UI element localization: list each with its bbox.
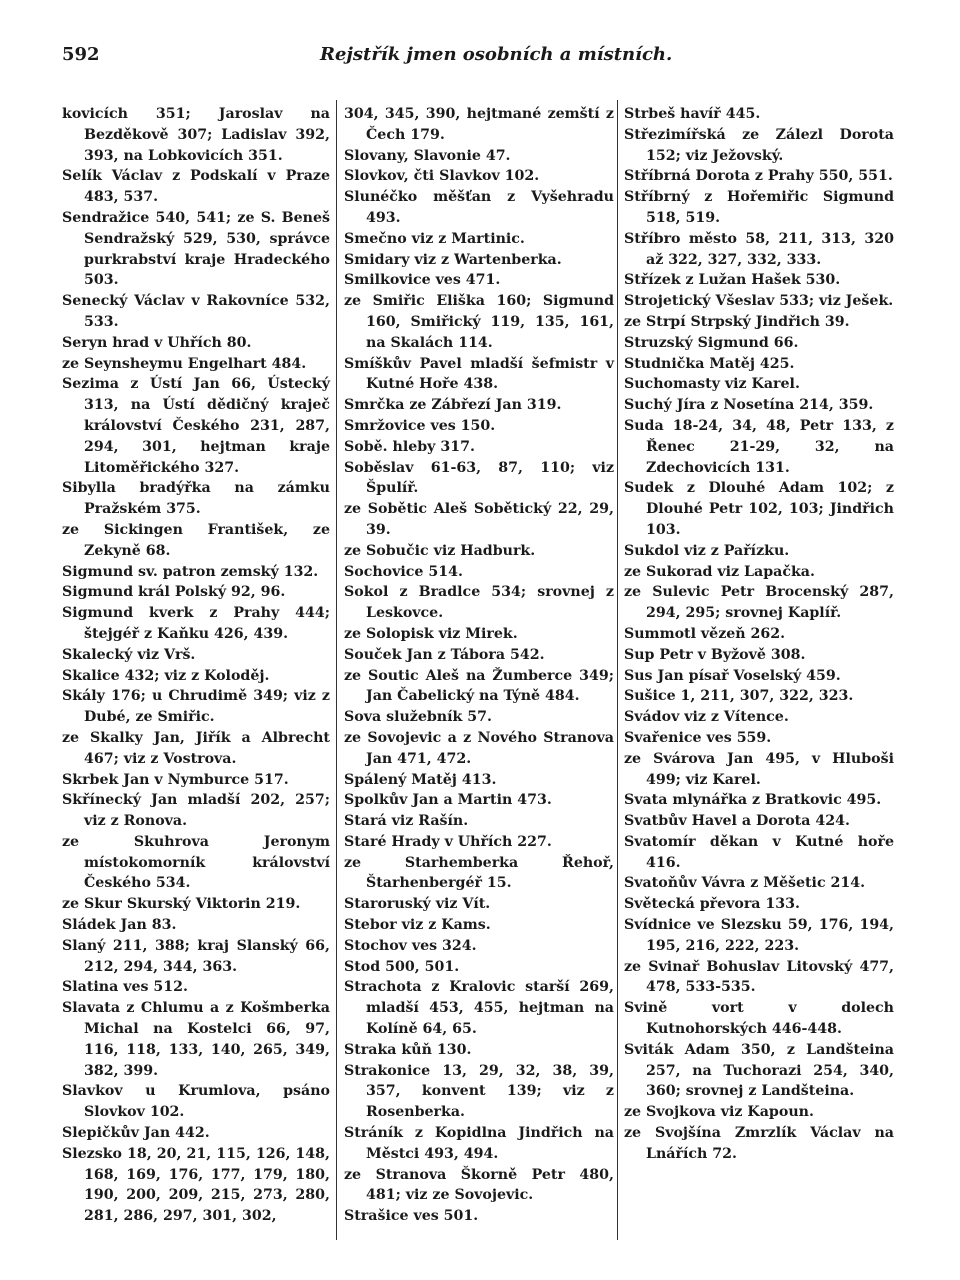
index-entry: Sobě. hleby 317. [344, 438, 475, 455]
index-entry: Smilkovice ves 471. [344, 272, 501, 289]
index-entry: Sigmund sv. patron zemský 132. [62, 563, 319, 580]
index-entry: Summotl vězeň 262. [624, 625, 786, 642]
index-entry: ze Smiřic Eliška 160; Sigmund 160, Smiřický 119, 135, 161, na Skalách 114. [344, 293, 614, 351]
index-entry: Stříbro město 58, 211, 313, 320 až 322, 327, 332, 333. [624, 230, 894, 268]
index-entry: ze Sickingen František, ze Zekyně 68. [62, 521, 330, 559]
index-entry: Strašice ves 501. [344, 1208, 479, 1225]
index-entry: Svádov viz z Vítence. [624, 709, 789, 726]
index-entry: Sendražice 540, 541; ze S. Beneš Sendražský 529, 530, správce purkrabství kraje Hradeckého 503. [62, 209, 330, 289]
index-entry: Stříbrná Dorota z Prahy 550, 551. [624, 168, 893, 185]
index-column-right [624, 104, 894, 1165]
index-entry: ze Svinař Bohuslav Litovský 477, 478, 533-535. [624, 958, 894, 996]
index-entry: Slovany, Slavonie 47. [344, 147, 511, 164]
index-entry: ze Svárova Jan 495, v Hluboši 499; viz Karel. [624, 750, 894, 788]
index-entry: Sušice 1, 211, 307, 322, 323. [624, 688, 854, 705]
index-entry: Smíškův Pavel mladší šefmistr v Kutné Hoře 438. [344, 355, 614, 393]
index-entry: ze Strpí Strpský Jindřich 39. [624, 313, 850, 330]
index-entry: Svatoňův Vávra z Měšetic 214. [624, 875, 866, 892]
index-entry: ze Seynsheymu Engelhart 484. [62, 355, 307, 372]
index-entry: Souček Jan z Tábora 542. [344, 646, 545, 663]
index-entry: Slavkov u Krumlova, psáno Slovkov 102. [62, 1083, 330, 1121]
index-entry: ze Sukorad viz Lapačka. [624, 563, 815, 580]
index-entry: Slezsko 18, 20, 21, 115, 126, 148, 168, 169, 176, 177, 179, 180, 190, 200, 209, 215, 273, 280, 281, 286, 297, 301, 302, [62, 1145, 330, 1225]
index-entry: Studnička Matěj 425. [624, 355, 795, 372]
index-entry: Slatina ves 512. [62, 979, 188, 996]
index-entry: 304, 345, 390, hejtmané zemští z Čech 179. [344, 106, 614, 143]
index-entry: Světecká převora 133. [624, 896, 800, 913]
running-title: Rejstřík jmen osobních a místních. [320, 44, 673, 65]
index-entry: ze Sovojevic a z Nového Stranova Jan 471, 472. [344, 729, 614, 767]
index-entry: Sigmund kverk z Prahy 444; štejgéř z Kaňku 426, 439. [62, 605, 330, 642]
index-entry: Skrbek Jan v Nymburce 517. [62, 771, 289, 788]
index-entry: Slepičkův Jan 442. [62, 1125, 210, 1142]
index-entry: ze Sobětic Aleš Sobětický 22, 29, 39. [344, 501, 614, 538]
index-entry: ze Svojkova viz Kapoun. [624, 1104, 814, 1121]
index-column-left [62, 104, 330, 1227]
index-entry: Svatbův Havel a Dorota 424. [624, 813, 850, 830]
index-entry: Struzský Sigmund 66. [624, 334, 799, 351]
index-entry: ze Stranova Škorně Petr 480, 481; viz ze Sovojevic. [344, 1166, 614, 1204]
index-entry: ze Skur Skurský Viktorin 219. [62, 896, 301, 913]
index-entry: Sezima z Ústí Jan 66, Ústecký 313, na Ústí dědičný kraječ království Českého 231, 287, 294, 301, hejtman kraje Litoměřického 327. [62, 376, 330, 476]
index-entry: Selík Václav z Podskalí v Praze 483, 537. [62, 168, 330, 206]
index-entry: Skalecký viz Vrš. [62, 646, 196, 663]
index-entry: Stebor viz z Kams. [344, 917, 491, 934]
index-entry: Seryn hrad v Uhřích 80. [62, 334, 252, 351]
index-entry: kovicích 351; Jaroslav na Bezděkově 307; Ladislav 392, 393, na Lobkovicích 351. [62, 106, 330, 164]
index-entry: Suchomasty viz Karel. [624, 376, 800, 393]
index-entry: Sládek Jan 83. [62, 917, 177, 934]
index-entry: ze Solopisk viz Mirek. [344, 625, 518, 642]
index-entry: Sochovice 514. [344, 563, 463, 580]
index-entry: Sviták Adam 350, z Landšteina 257, na Tuchorazi 254, 340, 360; srovnej z Landšteina. [624, 1041, 894, 1100]
index-entry: Stříbrný z Hořemiřic Sigmund 518, 519. [624, 189, 894, 226]
index-entry: Svině vort v dolech Kutnohorských 446-448. [624, 1000, 894, 1038]
index-entry: Spolkův Jan a Martin 473. [344, 792, 552, 809]
index-entry: Sus Jan písař Voselský 459. [624, 667, 841, 684]
index-entry: Skřínecký Jan mladší 202, 257; viz z Ronova. [62, 792, 330, 830]
column-divider [336, 100, 337, 1240]
index-entry: Slaný 211, 388; kraj Slanský 66, 212, 294, 344, 363. [62, 937, 330, 975]
index-entry: ze Sobučic viz Hadburk. [344, 542, 536, 559]
index-entry: Svařenice ves 559. [624, 729, 772, 746]
index-entry: Sibylla bradýřka na zámku Pražském 375. [62, 480, 330, 518]
index-entry: Smidary viz z Wartenberka. [344, 251, 562, 268]
index-entry: ze Skuhrova Jeronym místokomorník království Českého 534. [62, 833, 330, 892]
index-entry: Slovkov, čti Slavkov 102. [344, 168, 540, 185]
page-number: 592 [62, 44, 100, 65]
index-entry: Svídnice ve Slezsku 59, 176, 194, 195, 216, 222, 223. [624, 917, 894, 954]
index-entry: Svatomír děkan v Kutné hoře 416. [624, 833, 894, 871]
index-entry: Strbeš havíř 445. [624, 106, 761, 122]
index-entry: Sudek z Dlouhé Adam 102; z Dlouhé Petr 102, 103; Jindřich 103. [624, 480, 894, 538]
index-entry: ze Sulevic Petr Brocenský 287, 294, 295; srovnej Kaplíř. [624, 584, 894, 622]
index-entry: Střízek z Lužan Hašek 530. [624, 272, 841, 289]
index-entry: Staroruský viz Vít. [344, 896, 491, 913]
index-entry: Slunéčko měšťan z Vyšehradu 493. [344, 189, 614, 226]
column-divider [617, 100, 618, 1240]
index-entry: Stará viz Rašín. [344, 813, 469, 830]
index-entry: Smržovice ves 150. [344, 417, 496, 434]
index-entry: Sigmund král Polský 92, 96. [62, 584, 286, 601]
index-entry: Stod 500, 501. [344, 958, 460, 975]
index-entry: Sokol z Bradlce 534; srovnej z Leskovce. [344, 584, 614, 622]
index-entry: Sukdol viz z Pařízku. [624, 542, 790, 559]
index-entry: Slavata z Chlumu a z Košmberka Michal na Kostelci 66, 97, 116, 118, 133, 140, 265, 349, 382, 399. [62, 1000, 330, 1079]
index-entry: Smečno viz z Martinic. [344, 230, 525, 247]
index-entry: Stochov ves 324. [344, 937, 477, 954]
page-header [62, 44, 896, 74]
index-entry: ze Soutic Aleš na Žumberce 349; Jan Čabelický na Týně 484. [344, 667, 614, 705]
index-entry: Strojetický Všeslav 533; viz Ješek. [624, 293, 894, 310]
index-column-middle [344, 104, 614, 1227]
index-entry: Skály 176; u Chrudimě 349; viz z Dubé, ze Smiřic. [62, 688, 330, 726]
index-entry: ze Svojšína Zmrzlík Václav na Lnářích 72. [624, 1125, 894, 1162]
index-entry: Suda 18-24, 34, 48, Petr 133, z Řenec 21-29, 32, na Zdechovicích 131. [624, 417, 894, 476]
index-entry: Senecký Václav v Rakovníce 532, 533. [62, 293, 330, 330]
index-entry: Suchý Jíra z Nosetína 214, 359. [624, 397, 874, 414]
index-entry: ze Skalky Jan, Jiřík a Albrecht 467; viz z Vostrova. [62, 729, 330, 767]
index-entry: Střezimířská ze Zálezl Dorota 152; viz Ježovský. [624, 126, 894, 164]
index-entry: Spálený Matěj 413. [344, 771, 497, 788]
index-entry: Staré Hrady v Uhřích 227. [344, 833, 552, 850]
index-entry: Strachota z Kralovic starší 269, mladší 453, 455, hejtman na Kolíně 64, 65. [344, 979, 614, 1038]
index-entry: Sova služebník 57. [344, 709, 492, 726]
index-entry: Stráník z Kopidlna Jindřich na Městci 493, 494. [344, 1125, 614, 1162]
index-entry: Soběslav 61-63, 87, 110; viz Špulíř. [344, 459, 614, 497]
index-entry: Straka kůň 130. [344, 1041, 472, 1058]
index-entry: Skalice 432; viz z Koloděj. [62, 667, 270, 684]
index-entry: Sup Petr v Byžově 308. [624, 646, 806, 663]
index-entry: Svata mlynářka z Bratkovic 495. [624, 792, 882, 809]
index-entry: Smrčka ze Zábřezí Jan 319. [344, 397, 562, 414]
index-entry: ze Starhemberka Řehoř, Štarhenbergéř 15. [344, 854, 614, 892]
index-entry: Strakonice 13, 29, 32, 38, 39, 357, konvent 139; viz z Rosenberka. [344, 1062, 614, 1121]
